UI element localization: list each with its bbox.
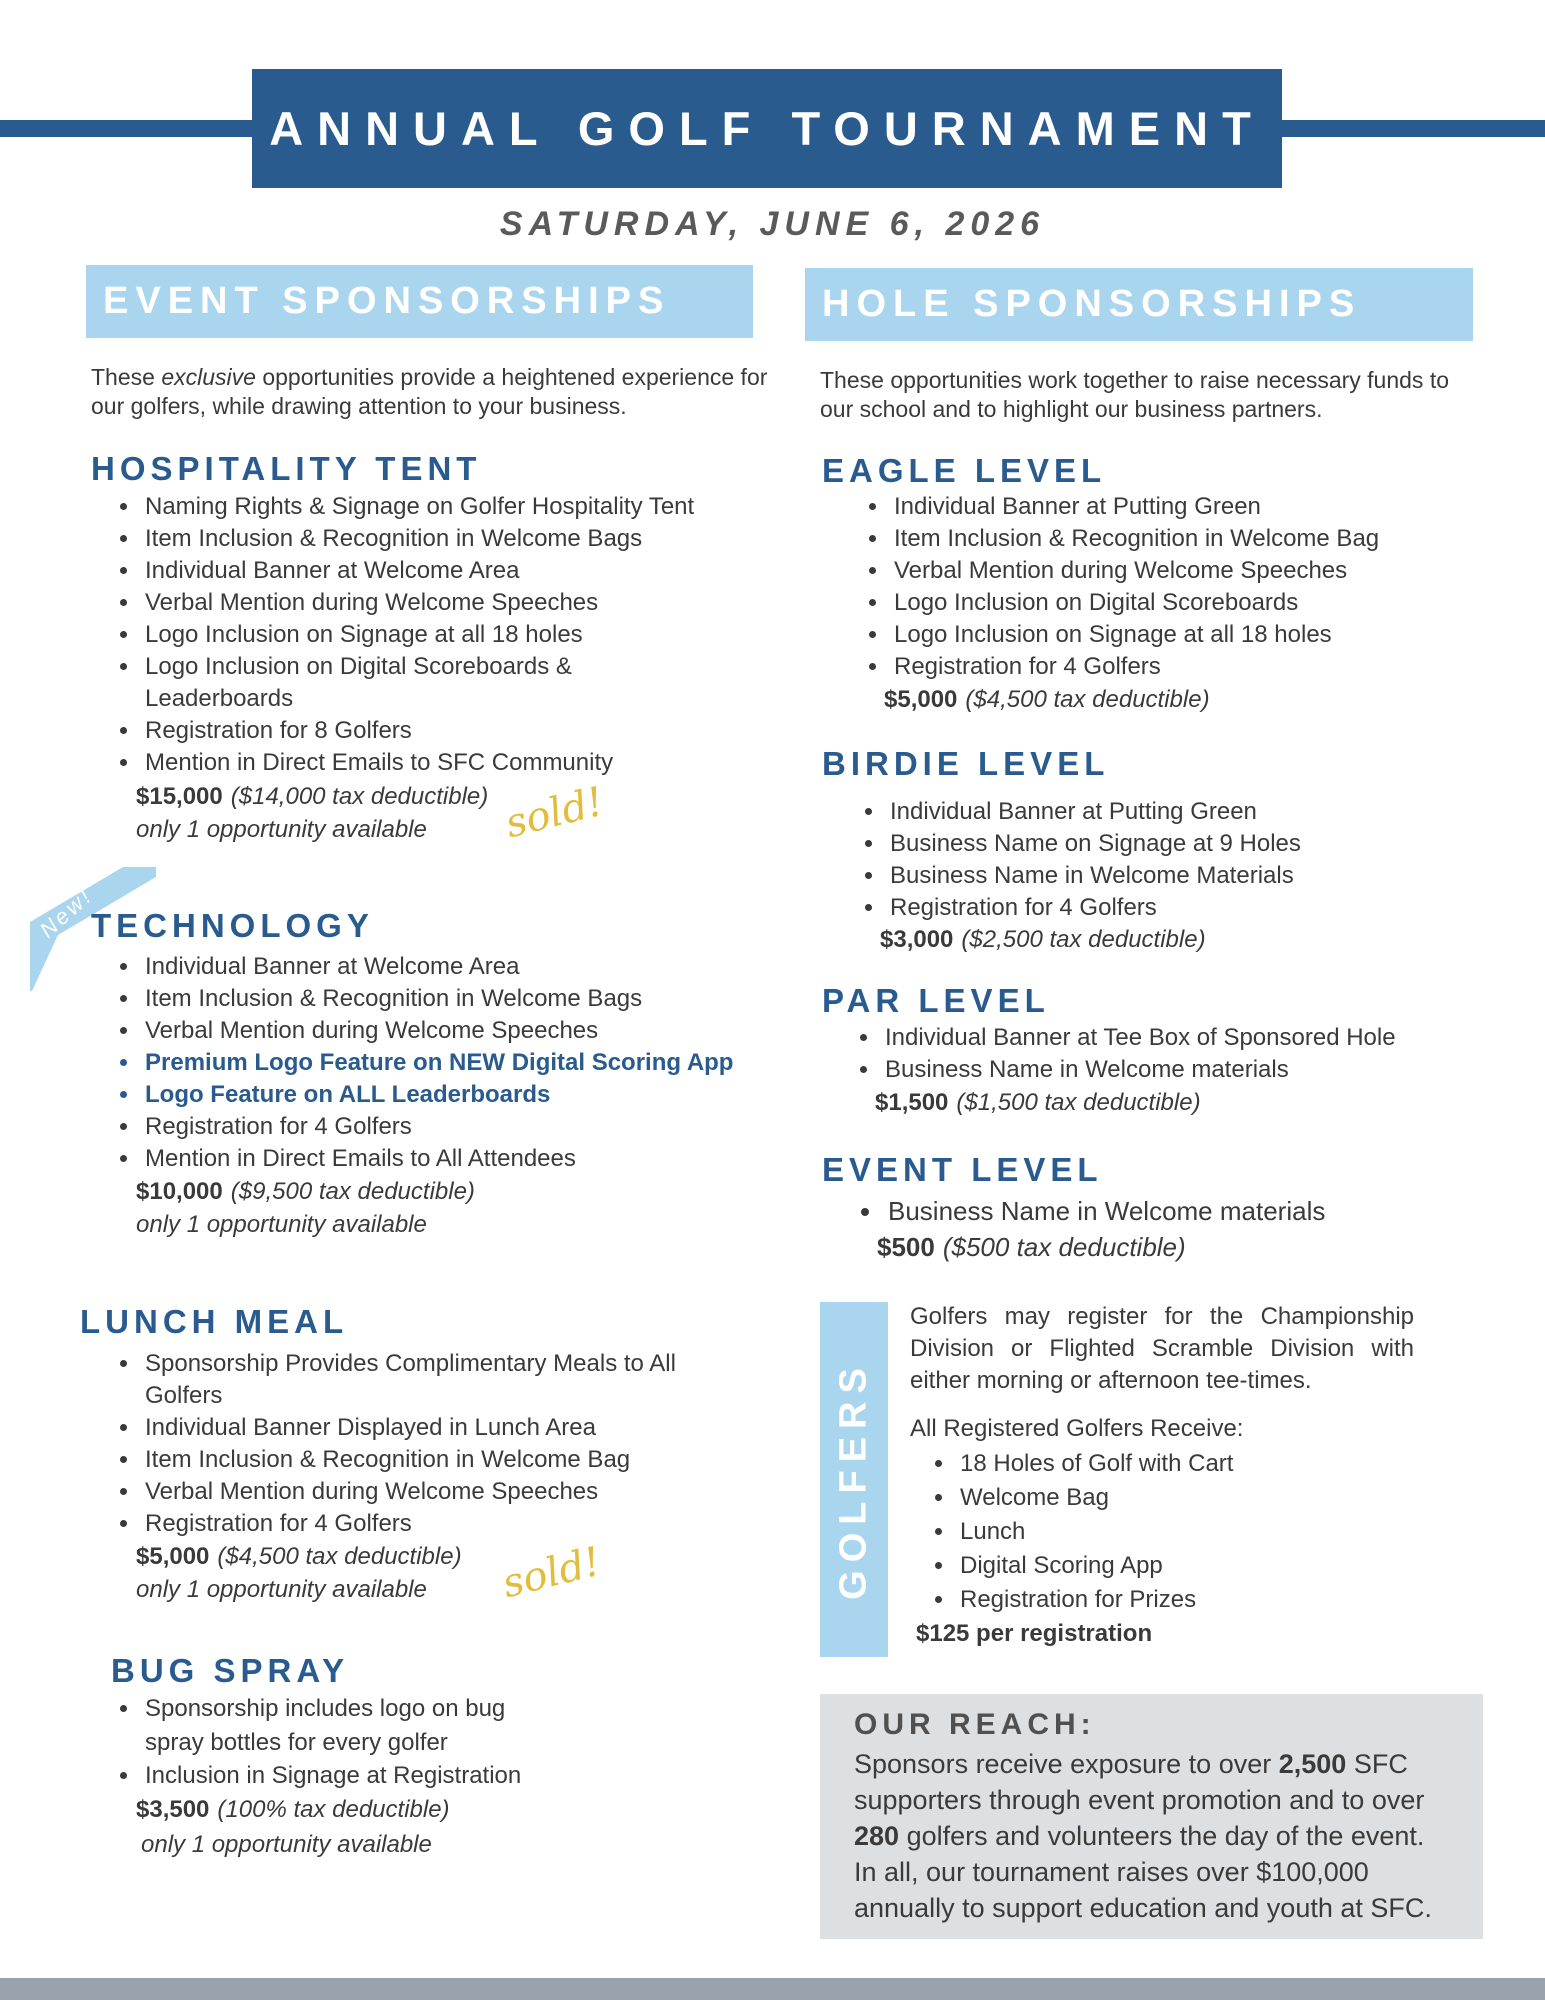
sold-stamp: sold! bbox=[500, 778, 609, 848]
header-rule-right bbox=[1275, 120, 1545, 137]
list-item: • Welcome Bag bbox=[956, 1481, 1516, 1515]
list-item-highlight: • Premium Logo Feature on NEW Digital Scoring App bbox=[141, 1047, 821, 1079]
tax-note: ($2,500 tax deductible) bbox=[961, 926, 1206, 953]
list-item: • Logo Inclusion on Signage at all 18 holes bbox=[890, 619, 1530, 651]
list-item: • Business Name on Signage at 9 Holes bbox=[886, 828, 1526, 860]
price-amount: $500 bbox=[877, 1232, 935, 1262]
tax-note: ($4,500 tax deductible) bbox=[217, 1543, 462, 1570]
bug-spray-heading: BUG SPRAY bbox=[111, 1652, 350, 1689]
price-amount: $1,500 bbox=[875, 1089, 949, 1116]
reach-highlight: 280 bbox=[854, 1821, 900, 1851]
list-item: • Verbal Mention during Welcome Speeches bbox=[890, 555, 1530, 587]
event-price bbox=[877, 1230, 1186, 1264]
golfers-side-label bbox=[820, 1302, 888, 1657]
price-amount: $3,500 bbox=[136, 1796, 210, 1823]
hole-sponsorships-heading: HOLE SPONSORSHIPS bbox=[822, 283, 1362, 325]
lunch-benefits-list bbox=[91, 1348, 781, 1540]
par-level-heading: PAR LEVEL bbox=[822, 982, 1050, 1019]
lunch-availability: only 1 opportunity available bbox=[136, 1576, 427, 1603]
title-banner bbox=[252, 69, 1282, 188]
birdie-price bbox=[880, 924, 1206, 956]
list-item: • Individual Banner at Welcome Area bbox=[141, 555, 781, 587]
list-item: • Verbal Mention during Welcome Speeches bbox=[141, 1476, 781, 1508]
reach-text-part: golfers and volunteers the day of the event. In all, our tournament raises over $100,000 annually to support education and youth at SFC. bbox=[854, 1821, 1432, 1923]
list-item: • Item Inclusion & Recognition in Welcome Bag bbox=[141, 1444, 781, 1476]
golfers-label: GOLFERS bbox=[832, 1359, 875, 1600]
list-item: • Mention in Direct Emails to All Attendees bbox=[141, 1143, 821, 1175]
event-sponsorships-heading: EVENT SPONSORSHIPS bbox=[103, 280, 671, 322]
list-item: • Business Name in Welcome Materials bbox=[886, 860, 1526, 892]
intro-text: opportunities provide a heightened experience for our golfers, while drawing attention to your business. bbox=[91, 364, 768, 419]
birdie-benefits-list bbox=[836, 796, 1526, 924]
list-item: • Inclusion in Signage at Registration bbox=[141, 1760, 781, 1792]
our-reach-text bbox=[854, 1746, 1449, 1926]
list-item: • Verbal Mention during Welcome Speeches bbox=[141, 1015, 821, 1047]
footer-band bbox=[0, 1978, 1545, 2000]
list-item: • Naming Rights & Signage on Golfer Hospitality Tent bbox=[141, 491, 781, 523]
tax-note: ($9,500 tax deductible) bbox=[230, 1178, 475, 1205]
our-reach-heading: OUR REACH: bbox=[854, 1708, 1096, 1741]
sold-stamp: sold! bbox=[497, 1538, 606, 1608]
tax-note: ($1,500 tax deductible) bbox=[956, 1089, 1201, 1116]
list-item: • Sponsorship Provides Complimentary Meals to All Golfers bbox=[141, 1348, 685, 1412]
hospitality-benefits-list bbox=[91, 491, 781, 779]
reach-highlight: 2,500 bbox=[1278, 1749, 1347, 1779]
lunch-price bbox=[136, 1541, 462, 1573]
list-item: • Sponsorship includes logo on bug spray bottles for every golfer bbox=[141, 1692, 565, 1760]
golfers-description: Golfers may register for the Championship Division or Flighted Scramble Division with either morning or afternoon tee-times. bbox=[910, 1303, 1414, 1394]
tax-note: ($4,500 tax deductible) bbox=[965, 686, 1210, 713]
price-amount: $5,000 bbox=[136, 1543, 210, 1570]
list-item: • Item Inclusion & Recognition in Welcome Bags bbox=[141, 983, 821, 1015]
birdie-level-heading: BIRDIE LEVEL bbox=[822, 745, 1110, 782]
eagle-level-heading: EAGLE LEVEL bbox=[822, 452, 1107, 489]
our-reach-box bbox=[820, 1694, 1483, 1939]
golfers-receive-heading: All Registered Golfers Receive: bbox=[910, 1415, 1244, 1442]
intro-text: These bbox=[91, 364, 162, 390]
list-item: • Individual Banner at Putting Green bbox=[890, 491, 1530, 523]
header-rule-left bbox=[0, 120, 260, 137]
reach-text-part: Sponsors receive exposure to over bbox=[854, 1749, 1279, 1779]
hospitality-tent-heading: HOSPITALITY TENT bbox=[91, 450, 482, 487]
reach-text-part: SFC supporters through event promotion and to over bbox=[854, 1749, 1425, 1815]
bug-spray-availability: only 1 opportunity available bbox=[141, 1831, 432, 1858]
hospitality-availability: only 1 opportunity available bbox=[136, 816, 427, 843]
list-item: • Logo Inclusion on Digital Scoreboards & Leaderboards bbox=[141, 651, 585, 715]
list-item: • Logo Inclusion on Digital Scoreboards bbox=[890, 587, 1530, 619]
page-title: ANNUAL GOLF TOURNAMENT bbox=[269, 102, 1265, 155]
list-item: • Item Inclusion & Recognition in Welcome Bags bbox=[141, 523, 781, 555]
lunch-meal-heading: LUNCH MEAL bbox=[80, 1303, 349, 1340]
hospitality-price bbox=[136, 781, 488, 813]
bug-spray-price bbox=[136, 1794, 450, 1826]
list-item-highlight: • Logo Feature on ALL Leaderboards bbox=[141, 1079, 821, 1111]
price-amount: $15,000 bbox=[136, 783, 223, 810]
technology-heading: TECHNOLOGY bbox=[91, 907, 374, 944]
list-item: • Individual Banner at Putting Green bbox=[886, 796, 1526, 828]
price-amount: $125 per registration bbox=[916, 1620, 1153, 1647]
eagle-price bbox=[884, 684, 1210, 716]
intro-emphasis: exclusive bbox=[161, 364, 256, 390]
technology-availability: only 1 opportunity available bbox=[136, 1211, 427, 1238]
event-benefits-list bbox=[834, 1194, 1534, 1228]
par-price bbox=[875, 1087, 1201, 1119]
list-item: • Business Name in Welcome materials bbox=[884, 1194, 1534, 1228]
list-item: • Registration for Prizes bbox=[956, 1583, 1516, 1617]
price-amount: $10,000 bbox=[136, 1178, 223, 1205]
event-sponsorships-intro bbox=[91, 363, 771, 421]
list-item: • Item Inclusion & Recognition in Welcome Bag bbox=[890, 523, 1530, 555]
list-item: • Verbal Mention during Welcome Speeches bbox=[141, 587, 781, 619]
hole-sponsorships-banner bbox=[805, 268, 1473, 341]
par-benefits-list bbox=[831, 1022, 1531, 1086]
list-item: • Business Name in Welcome materials bbox=[881, 1054, 1531, 1086]
technology-price bbox=[136, 1176, 475, 1208]
price-amount: $5,000 bbox=[884, 686, 958, 713]
list-item: • Logo Inclusion on Signage at all 18 holes bbox=[141, 619, 781, 651]
list-item: • Lunch bbox=[956, 1515, 1516, 1549]
event-sponsorships-banner bbox=[86, 265, 753, 338]
list-item: • Registration for 4 Golfers bbox=[141, 1508, 781, 1540]
tax-note: (100% tax deductible) bbox=[217, 1796, 450, 1823]
bug-spray-benefits-list bbox=[91, 1692, 781, 1792]
list-item: • Individual Banner at Welcome Area bbox=[141, 951, 821, 983]
tax-note: ($500 tax deductible) bbox=[942, 1232, 1186, 1262]
list-item: • Registration for 8 Golfers bbox=[141, 715, 781, 747]
tax-note: ($14,000 tax deductible) bbox=[230, 783, 489, 810]
list-item: • Individual Banner at Tee Box of Sponsored Hole bbox=[881, 1022, 1531, 1054]
list-item: • Digital Scoring App bbox=[956, 1549, 1516, 1583]
eagle-benefits-list bbox=[840, 491, 1530, 683]
list-item: • Mention in Direct Emails to SFC Community bbox=[141, 747, 781, 779]
list-item: • Registration for 4 Golfers bbox=[141, 1111, 821, 1143]
list-item: • Individual Banner Displayed in Lunch Area bbox=[141, 1412, 781, 1444]
event-level-heading: EVENT LEVEL bbox=[822, 1151, 1103, 1188]
golfers-benefits-list bbox=[906, 1447, 1516, 1617]
list-item: • Registration for 4 Golfers bbox=[890, 651, 1530, 683]
technology-benefits-list bbox=[91, 951, 821, 1175]
hole-sponsorships-intro: These opportunities work together to raise necessary funds to our school and to highlight our business partners. bbox=[820, 367, 1450, 422]
event-date: SATURDAY, JUNE 6, 2026 bbox=[499, 205, 1046, 243]
price-amount: $3,000 bbox=[880, 926, 954, 953]
new-ribbon-label: New! bbox=[34, 882, 98, 943]
golfers-price bbox=[916, 1618, 1152, 1650]
list-item: • Registration for 4 Golfers bbox=[886, 892, 1526, 924]
list-item: • 18 Holes of Golf with Cart bbox=[956, 1447, 1516, 1481]
